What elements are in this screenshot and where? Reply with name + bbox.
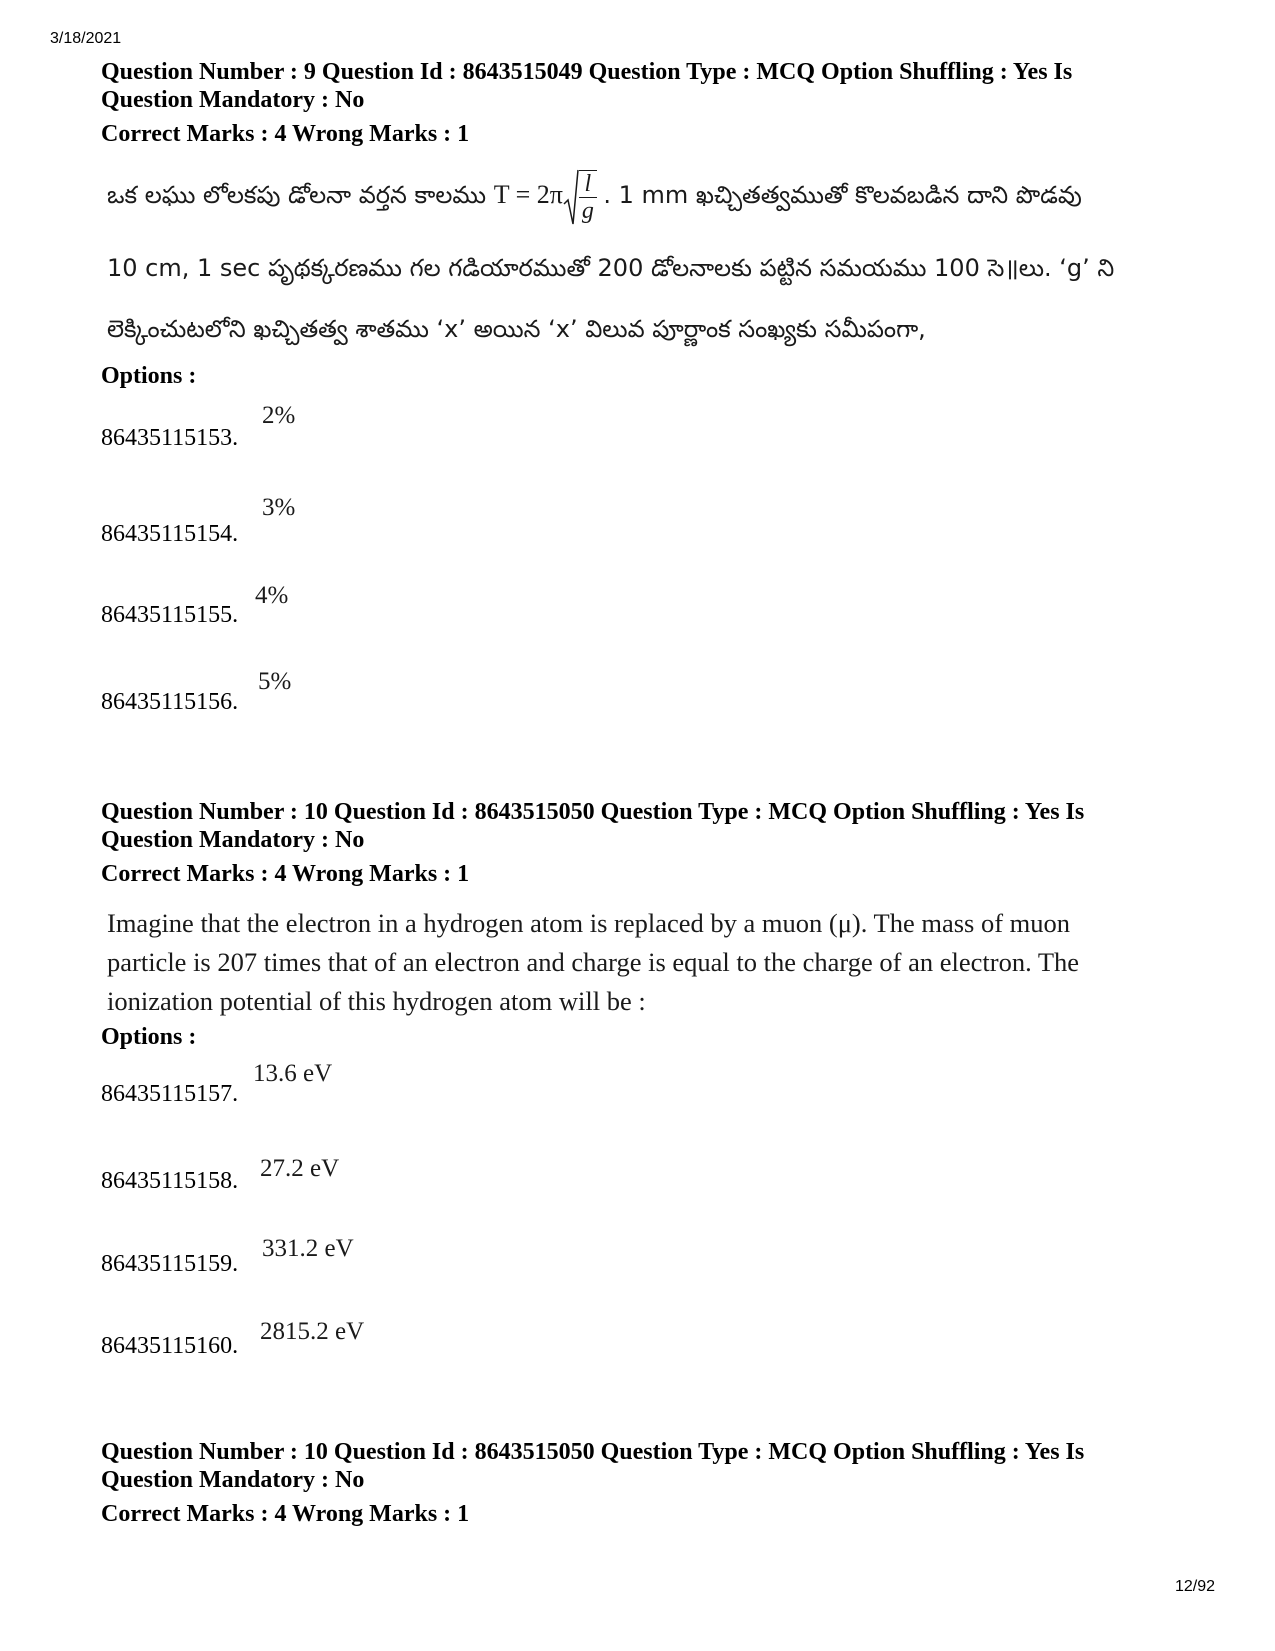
question-stem-line2: 10 cm, 1 sec పృథక్కరణము గల గడియారముతో 200 డోలనాలకు పట్టిన సమయము 100 సె॥లు. ‘g’ ని (107, 254, 1115, 282)
option-value: 27.2 eV (260, 1155, 340, 1182)
option-value: 3% (262, 494, 296, 521)
question-marks: Correct Marks : 4 Wrong Marks : 1 (101, 861, 470, 887)
option-value: 2% (262, 402, 296, 429)
question-header-line2: Question Mandatory : No (101, 1467, 365, 1493)
options-label: Options : (101, 1024, 197, 1050)
question-stem-line1: Imagine that the electron in a hydrogen atom is replaced by a muon (μ). The mass of muon (107, 908, 1071, 938)
option-id: 86435115156. (101, 689, 239, 715)
question-header-line1: Question Number : 10 Question Id : 8643515050 Question Type : MCQ Option Shuffling : Yes Is (101, 1439, 1085, 1465)
print-date: 3/18/2021 (50, 30, 122, 47)
option-id: 86435115154. (101, 521, 239, 547)
option-value: 2815.2 eV (260, 1318, 365, 1345)
question-header (101, 1438, 1181, 1494)
option-id: 86435115155. (101, 602, 239, 628)
question-header-line2: Question Mandatory : No (101, 827, 365, 853)
question-stem (107, 904, 1197, 1021)
option-id: 86435115157. (101, 1081, 239, 1107)
option-value: 13.6 eV (253, 1060, 333, 1087)
stem-text-post: . 1 mm ఖచ్చితత్వముతో కొలవబడిన దాని పొడవు (603, 180, 1082, 209)
question-marks: Correct Marks : 4 Wrong Marks : 1 (101, 1501, 470, 1527)
options-label: Options : (101, 363, 197, 389)
option-id: 86435115159. (101, 1251, 239, 1277)
option-value: 5% (258, 668, 292, 695)
question-marks: Correct Marks : 4 Wrong Marks : 1 (101, 121, 470, 147)
formula-numerator: l (579, 171, 597, 198)
option-value: 331.2 eV (262, 1235, 354, 1262)
question-header-line1: Question Number : 10 Question Id : 8643515050 Question Type : MCQ Option Shuffling : Yes Is (101, 799, 1085, 825)
formula-fraction (579, 170, 597, 224)
stem-text-pre: ఒక లఘు లోలకపు డోలనా వర్తన కాలము (107, 180, 487, 209)
question-stem-line3: లెక్కించుటలోని ఖచ్చితత్వ శాతము ‘x’ అయిన ‘x’ విలువ పూర్ణాంక సంఖ్యకు సమీపంగా, (107, 315, 926, 343)
option-id: 86435115158. (101, 1168, 239, 1194)
question-header-line1: Question Number : 9 Question Id : 8643515049 Question Type : MCQ Option Shuffling : Yes Is (101, 59, 1073, 85)
question-stem-line2: particle is 207 times that of an electron and charge is equal to the charge of an electron. The (107, 947, 1080, 977)
formula-denominator: g (581, 198, 594, 224)
option-id: 86435115160. (101, 1333, 239, 1359)
option-value: 4% (255, 582, 289, 609)
square-root-icon (563, 168, 579, 226)
question-header (101, 58, 1181, 114)
question-header (101, 798, 1181, 854)
page-number: 12/92 (1174, 1578, 1215, 1595)
question-stem-line3: ionization potential of this hydrogen atom will be : (107, 986, 646, 1016)
question-header-line2: Question Mandatory : No (101, 87, 365, 113)
period-formula (493, 171, 604, 224)
option-id: 86435115153. (101, 425, 239, 451)
question-stem-line1 (107, 168, 1082, 226)
formula-lhs: T = 2π (493, 179, 563, 209)
